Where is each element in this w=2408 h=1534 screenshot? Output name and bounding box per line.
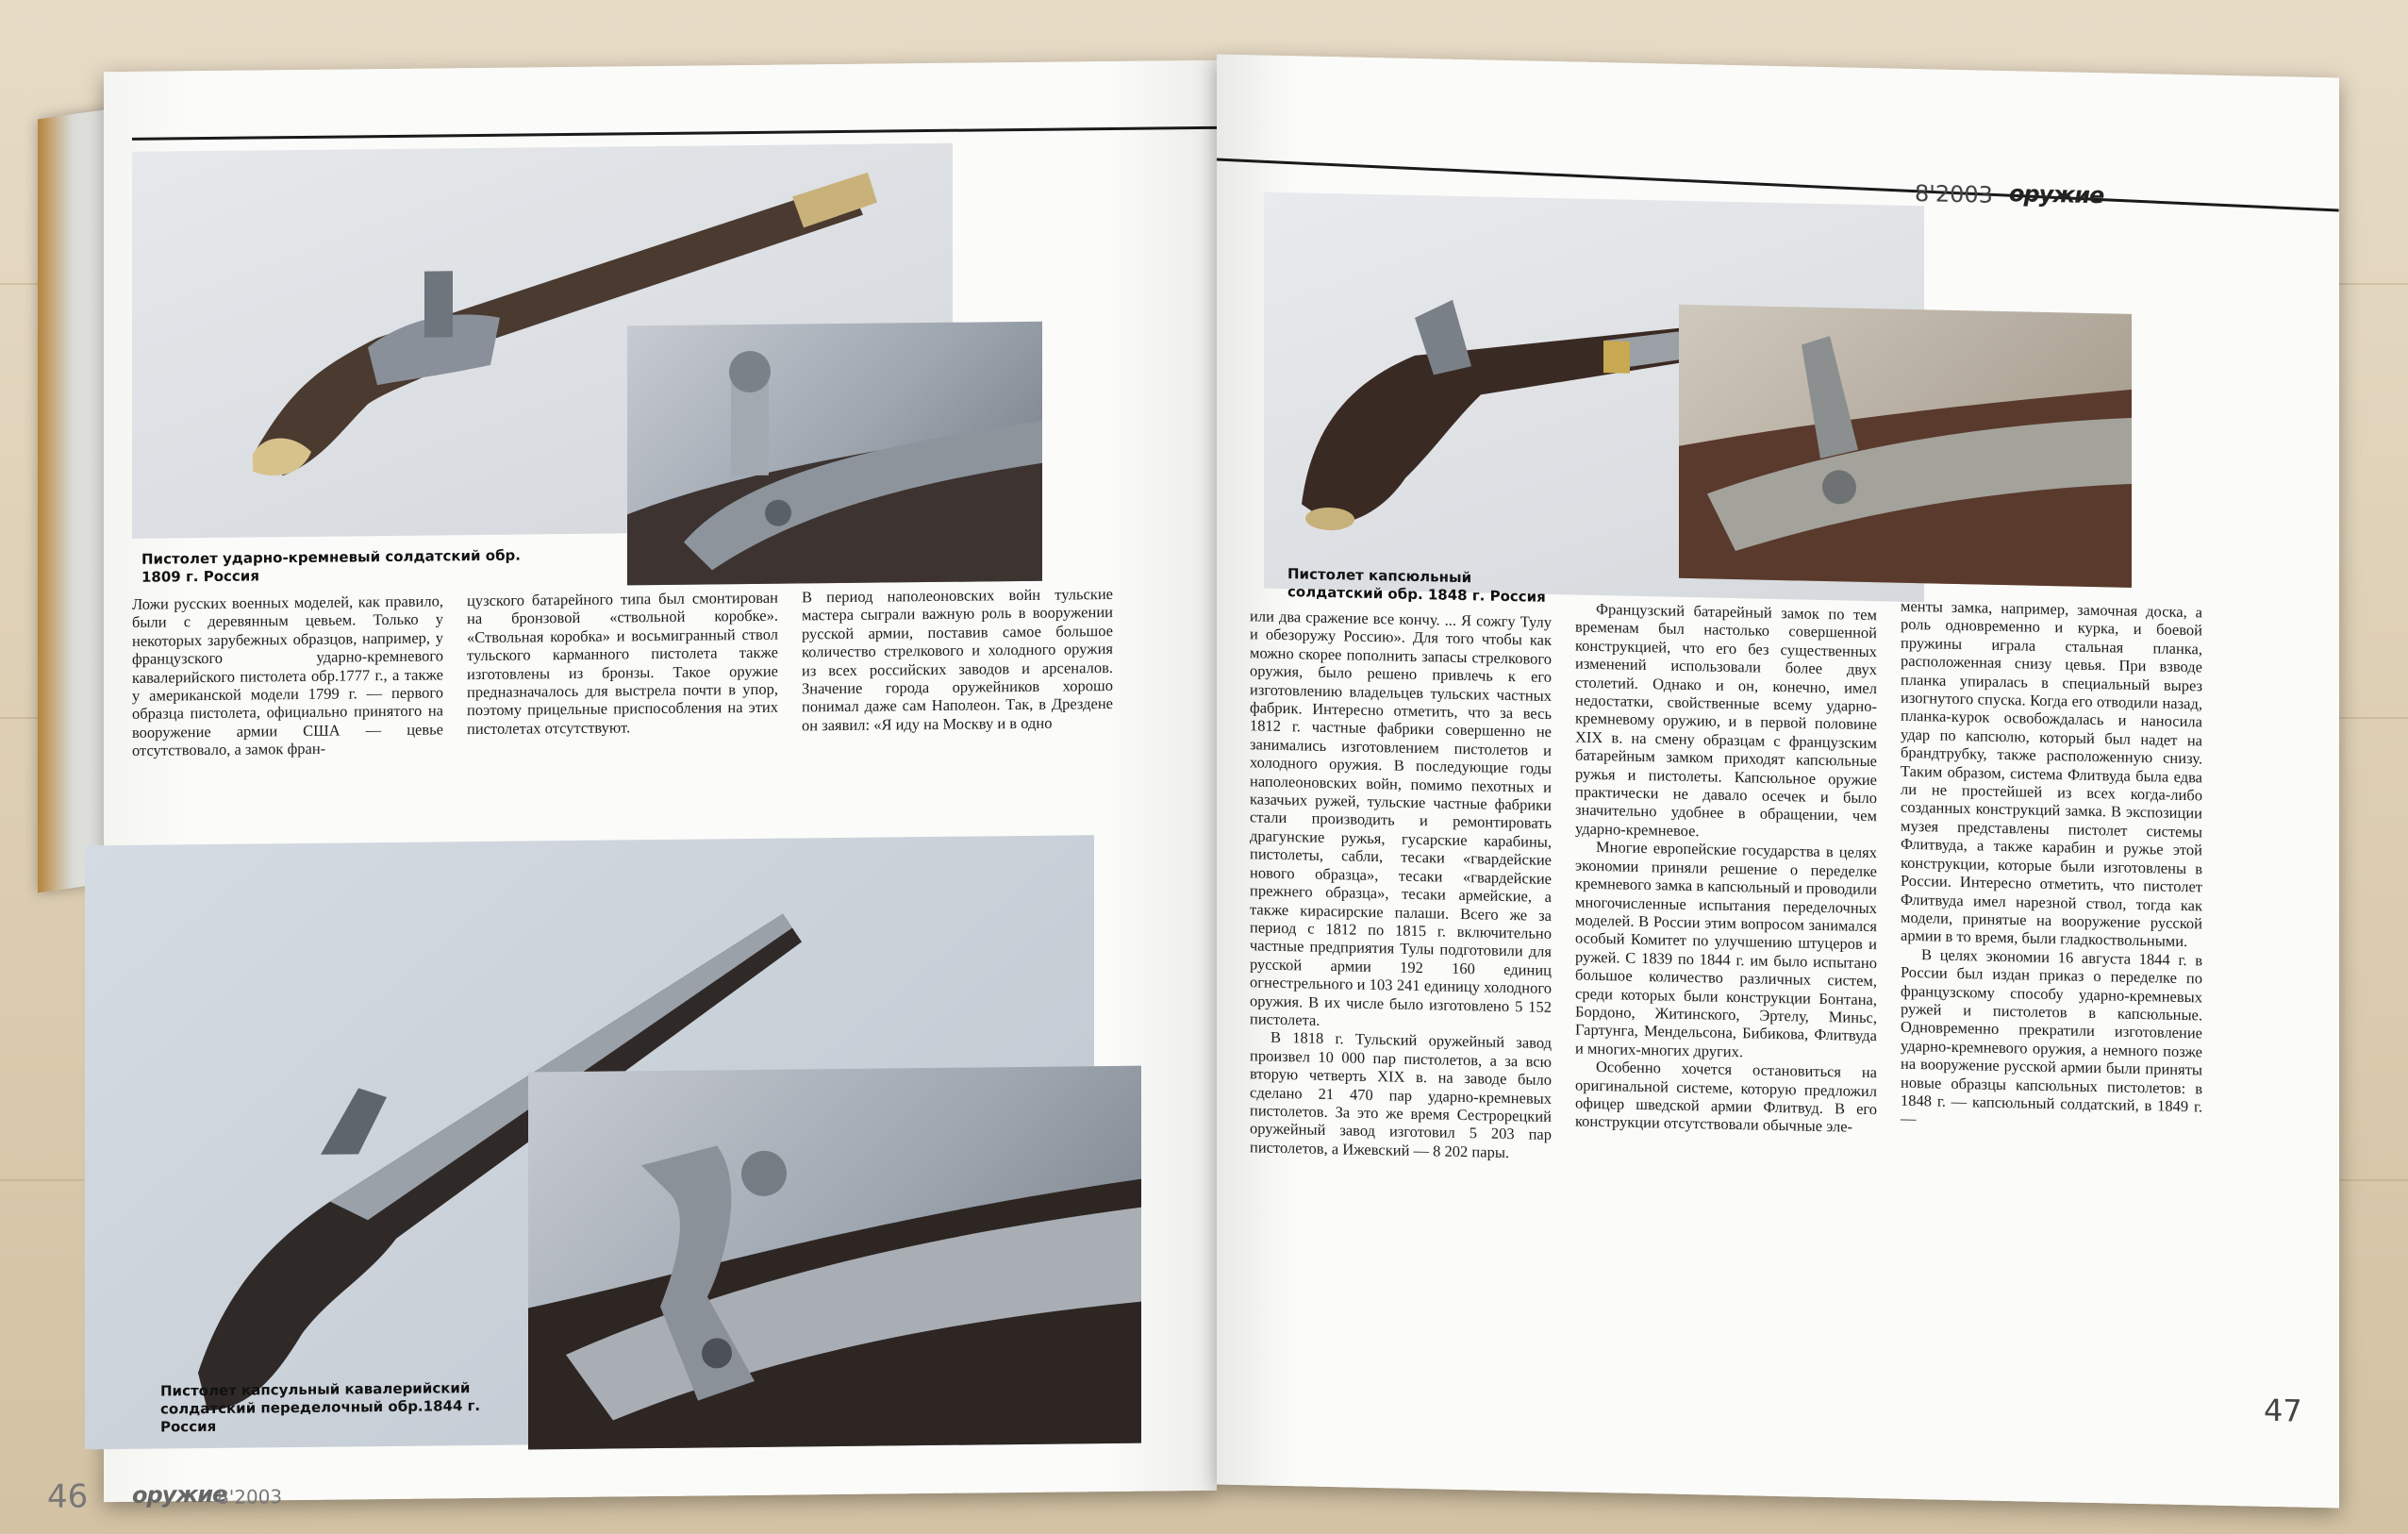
caption-right: Пистолет капсюльный солдатский обр. 1848 г. Россия [1287,565,1546,606]
percussion-detail-photo-right [1679,305,2132,588]
right-col-1 [1250,607,1552,1162]
left-folio-issue: 8'2003 [217,1485,283,1509]
right-col-2c-text: Особенно хочется остановиться на оригинальной системе, которую предложил офицер шведской армии Флитвуд. В его конструкции отсутствовали обычные эле- [1575,1058,1877,1137]
top-rule [132,126,1217,141]
caption-bottom: Пистолет капсульный кавалерийский солдатский переделочный обр.1844 г. Россия [160,1379,481,1436]
caption-top: Пистолет ударно-кремневый солдатский обр. 1809 г. Россия [141,546,521,586]
left-page [47,60,1217,1516]
right-col-2-text: Французский батарейный замок по тем временам был настолько совершенной конструкцией, что его без существенных изменений использовали более двух столетий. Однако и он, конечно, имел недостатки, свойственные всему ударно-кремневому оружию, и в первой половине XIX в. на смену образцам с французским батарейным замком приходят капсюльные ружья и пистолеты. Капсюльное оружие практически не давало осечек и было значительно удобнее в обращении, чем ударно-кремневое. [1575,599,1877,841]
right-col-2b-text: Многие европейские государства в целях экономии приняли решение о переделке кремневого замка в капсюльный и проводили многочисленные испытания переделочных моделей. В России этим вопросом занимался особый Комитет по улучшению штуцеров и ружей. С 1839 по 1844 г. им было испытано большое количество различных систем, среди которых были конструкции Бонтана, Бордоно, Житинского, Эртелу, Миньс, Гартунга, Мендельсона, Бибикова, Флитвуда и многих-многих других. [1575,838,1877,1060]
percussion-lock-detail-photo [528,1066,1141,1450]
flintlock-detail-photo [627,322,1042,586]
right-col-3b-text: В целях экономии 16 августа 1844 г. в России был издан приказ о переделке по французскому способу ударно-кремневых ружей и пистолетов в капсюльные. Одновременно прекратили изготовление ударно-кремневого оружия, а немного позже на вооружение русской армии были приняты новые образцы капсюльных пистолетов: в 1848 г. — капсюльный солдатский, в 1849 г. — [1901,944,2202,1128]
left-magazine-logo: оружие [132,1480,227,1509]
left-col-2: цузского батарейного типа был смонтирован на бронзовой «ствольной коробке». «Ствольная коробка» и восьмигранный ствол тульского карманного пистолета также изготовлены из бронзы. Такое оружие предназначалось для выстрела почти в упор, поэтому прицельные приспособления на этих пистолетах отсутствуют. [467,588,778,738]
right-col-3-text: менты замка, например, замочная доска, а роль одновременно и курка, и боевой пружины играла стальная планка, расположенная снизу цевья. При взводе планка упиралась в специальный вырез изогнутого спуска. Когда его отводили назад, планка-курок освобождалась и наносила удар по капсюлю, который был надет на брандтрубку, также расположенную снизу. Таким образом, система Флитвуда была едва ли не простейшей из всех когда-либо созданных конструкций замка. В экспозиции музея представлены пистолет системы Флитвуда, а также карабин и ружье этой конструкции, которые были изготовлены в России. Интересно отметить, что пистолет Флитвуда имел нарезной ствол, тогда как модели, принятые на вооружение русской армии в то время, были гладкоствольными. [1901,596,2202,951]
right-page [1217,55,2339,1509]
right-col-1-text: или два сражение все кончу. ... Я сожгу Тулу и обезоружу Россию». Для того чтобы как можно скорее пополнить запасы стрелкового оружия, было решено привлечь к его изготовлению владельцев тульских частных фабрик. Интересно отметить, что за весь 1812 г. частные фабрики совершенно не занимались изготовлением пистолетов и холодного оружия. В последующие годы наполеоновских войн, помимо пехотных и казачьих ружей, тульские частные фабрики стали производить и ремонтировать драгунские ружья, гусарские карабины, пистолеты, сабли, тесаки «гвардейские нового образца», тесаки «гвардейские прежнего образца», тесаки армейские, а также кирасирские палаши. Всего же за период с 1812 по 1815 г. включительно частные предприятия Тулы подготовили для русской армии 192 160 единиц огнестрельного и 103 241 единицу холодного оружия. В их числе было изготовлено 5 152 пистолета. [1250,607,1552,1029]
right-col-3 [1901,597,2202,1134]
right-col-2 [1575,599,1877,1136]
left-col-3: В период наполеоновских войн тульские мастера сыграли важную роль в вооружении русской армии, поставив самое большое количество стрелкового и холодного оружия из всех российских заводов и арсеналов. Значение города оружейников хорошо понимал даже сам Наполеон. Так, в Дрездене он заявил: «Я иду на Москву и в одно [802,584,1113,735]
left-col-1: Ложи русских военных моделей, как правило, были с деревянным цевьем. Только у некоторых зарубежных образцов, например, у французского ударно-кремневого кавалерийского пистолета обр.1777 г., а также у американской модели 1799 г. — первого образца пистолета, официально принятого на вооружение армии США — цевье отсутствовало, а замок фран- [132,592,443,760]
right-magazine-logo: оружие [2009,180,2104,209]
left-folio-number: 46 [47,1477,89,1516]
issue-header: 8'2003 [1915,180,1993,208]
right-col-1b-text: В 1818 г. Тульский оружейный завод произвел 10 000 пар пистолетов, а за всю вторую четверть XIX в. на заводе было сделано 21 470 пар ударно-кремневых пистолетов. За это же время Сестрорецкий оружейный завод изготовил 5 203 пар пистолетов, а Ижевский — 8 202 пары. [1250,1028,1552,1161]
right-folio-number: 47 [2264,1392,2302,1429]
